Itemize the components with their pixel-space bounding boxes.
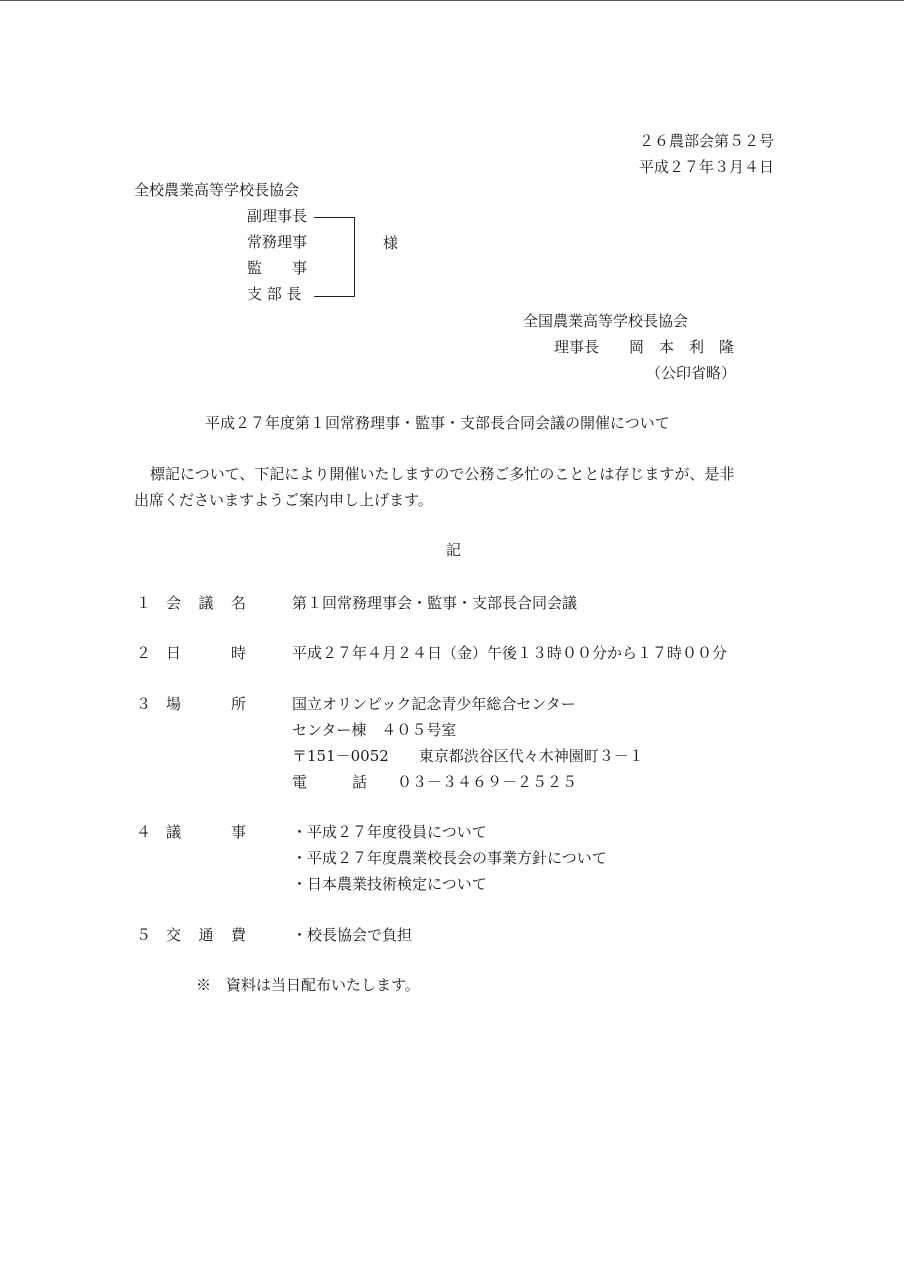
item-label-char: 場 bbox=[166, 695, 182, 713]
item-number: １ bbox=[136, 594, 152, 612]
item-label bbox=[166, 928, 246, 943]
body-line-2: 出席くださいますようご案内申し上げます。 bbox=[134, 491, 433, 509]
addressee-role-auditor: 監 事 bbox=[247, 259, 308, 277]
item-label-char: 所 bbox=[230, 695, 246, 713]
addressee-role-executive-director: 常務理事 bbox=[247, 233, 308, 251]
addressee-role-vice-chair: 副理事長 bbox=[247, 207, 308, 225]
item-number: ３ bbox=[136, 695, 152, 713]
item-value: 平成２７年４月２４日（金）午後１３時００分から１７時００分 bbox=[292, 644, 728, 662]
item-label bbox=[166, 596, 246, 611]
item-number: ４ bbox=[136, 823, 152, 841]
item-value: 〒151－0052 東京都渋谷区代々木神園町３－１ bbox=[292, 747, 644, 765]
item-value: センター棟 ４０５号室 bbox=[292, 721, 457, 739]
ki-heading: 記 bbox=[446, 541, 462, 559]
item-value: 電 話 ０３－３４６９－２５２５ bbox=[292, 773, 578, 791]
item-label-char: 時 bbox=[230, 644, 246, 662]
item-value: 国立オリンピック記念青少年総合センター bbox=[292, 695, 576, 713]
item-value: ・日本農業技術検定について bbox=[292, 875, 487, 893]
sender-org: 全国農業高等学校長協会 bbox=[523, 312, 689, 330]
doc-date: 平成２７年３月４日 bbox=[638, 158, 774, 176]
addressee-role-branch-chief: 支 部 長 bbox=[247, 285, 302, 303]
item-label-char: 議 bbox=[166, 823, 182, 841]
item-number: ２ bbox=[136, 644, 152, 662]
subject-title: 平成２７年度第１回常務理事・監事・支部長合同会議の開催について bbox=[205, 414, 670, 432]
body-line-1: 標記について、下記により開催いたしますので公務ご多忙のこととは存じますが、是非 bbox=[150, 465, 735, 483]
item-value: 第１回常務理事会・監事・支部長合同会議 bbox=[292, 594, 578, 612]
honorific: 様 bbox=[383, 234, 399, 252]
seal-note: （公印省略） bbox=[646, 364, 737, 382]
scan-edge-line bbox=[0, 0, 904, 1]
item-label-char: 事 bbox=[230, 823, 246, 841]
item-label-char: 議 bbox=[198, 594, 214, 612]
doc-number: ２６農部会第５２号 bbox=[638, 132, 774, 150]
item-number: ５ bbox=[136, 926, 152, 944]
item-label bbox=[166, 697, 246, 712]
item-label-char: 通 bbox=[198, 926, 214, 944]
item-value: ・平成２７年度役員について bbox=[292, 823, 487, 841]
addressee-bracket bbox=[314, 217, 355, 297]
item-label-char: 費 bbox=[230, 926, 246, 944]
item-value: ・校長協会で負担 bbox=[292, 926, 413, 944]
item-label bbox=[166, 825, 246, 840]
sender-title-name: 理事長 岡 本 利 隆 bbox=[554, 338, 735, 356]
item-label-char: 会 bbox=[166, 594, 182, 612]
item-value: ・平成２７年度農業校長会の事業方針について bbox=[292, 849, 607, 867]
item-label-char: 日 bbox=[166, 644, 182, 662]
item-label bbox=[166, 646, 246, 661]
item-label-char: 交 bbox=[166, 926, 182, 944]
addressee-org: 全校農業高等学校長協会 bbox=[134, 181, 300, 199]
footnote: ※ 資料は当日配布いたします。 bbox=[196, 976, 420, 994]
item-label-char: 名 bbox=[230, 594, 246, 612]
